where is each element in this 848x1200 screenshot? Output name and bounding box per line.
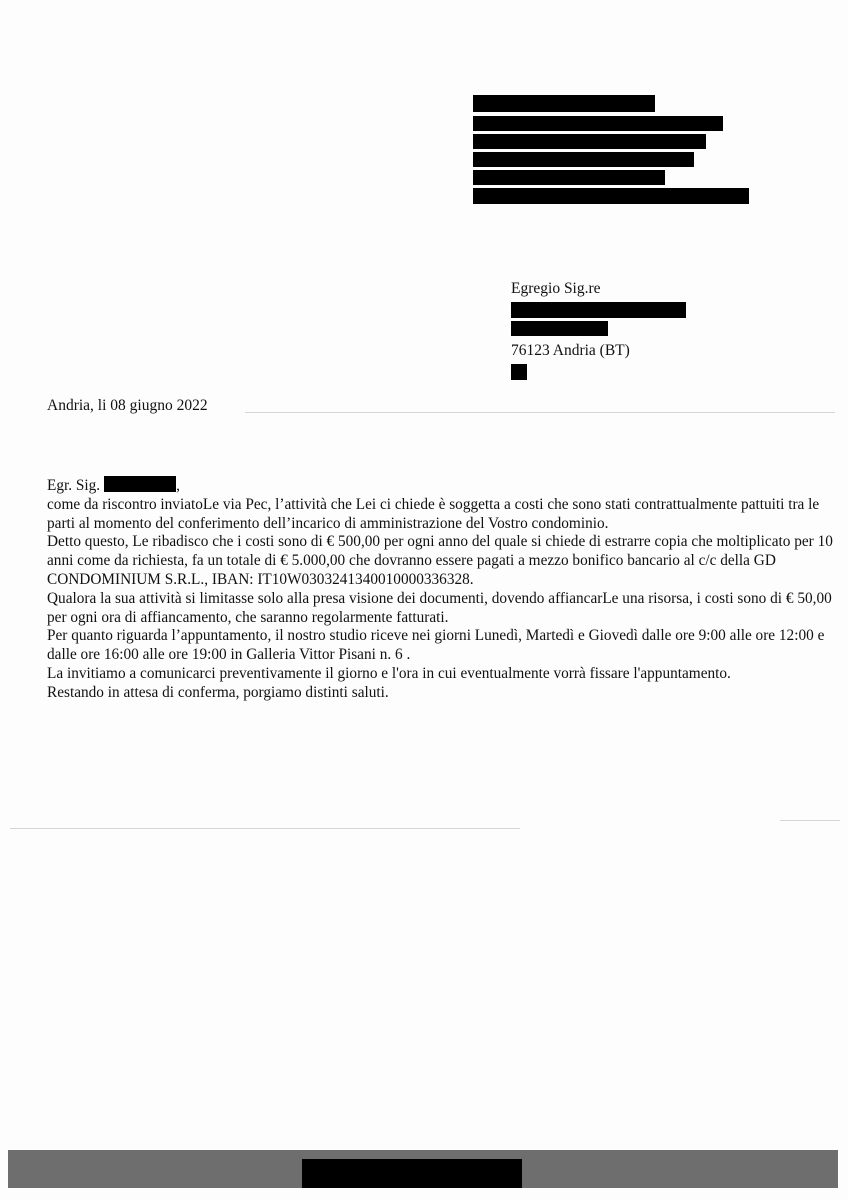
redacted-sender-line-5 — [473, 170, 665, 185]
redacted-footer — [302, 1159, 522, 1188]
paragraph-5: La invitiamo a comunicarci preventivamente il giorno e l'ora in cui eventualmente vorrà fissare l'appuntamento. — [47, 664, 731, 682]
greeting-suffix: , — [176, 477, 180, 494]
redacted-sender-line-2 — [473, 116, 723, 131]
recipient-salutation: Egregio Sig.re — [511, 280, 601, 297]
recipient-block — [511, 279, 601, 298]
recipient-city-line: 76123 Andria (BT) — [511, 342, 630, 359]
paragraph-3: Qualora la sua attività si limitasse solo alla presa visione dei documenti, dovendo affiancarLe una risorsa, i costi sono di € 50,00 per ogni ora di affiancamento, che saranno regolarmente fatturati. — [47, 589, 832, 626]
paragraph-4: Per quanto riguarda l’appuntamento, il nostro studio riceve nei giorni Lunedì, Martedì e Giovedì dalle ore 9:00 alle ore 12:00 e dalle ore 16:00 alle ore 19:00 in Galleria Vittor Pisani n. 6 . — [47, 627, 825, 664]
redacted-greeting-name — [104, 476, 176, 492]
scan-line — [10, 828, 520, 829]
greeting-line — [47, 476, 837, 496]
redacted-sender-line-1 — [473, 95, 655, 112]
greeting: Egr. Sig. — [47, 477, 101, 494]
recipient-city-block — [511, 341, 630, 360]
redacted-sender-line-6 — [473, 188, 749, 204]
place-date: Andria, li 08 giugno 2022 — [47, 397, 208, 414]
redacted-recipient-name — [511, 302, 686, 318]
redacted-recipient-extra — [511, 364, 527, 380]
redacted-recipient-address — [511, 321, 608, 336]
paragraph-2: Detto questo, Le ribadisco che i costi sono di € 500,00 per ogni anno del quale si chiede di estrarre copia che moltiplicato per 10 anni come da richiesta, fa un totale di € 5.000,00 che dovranno essere pagati a mezzo bonifico bancario al c/c della GD CONDOMINIUM S.R.L., IBAN: IT10W0303241340010000336328. — [47, 533, 833, 588]
redacted-sender-line-4 — [473, 152, 694, 167]
redacted-sender-line-3 — [473, 134, 706, 149]
scan-line — [245, 412, 835, 413]
scan-line — [780, 820, 840, 821]
paragraph-1: come da riscontro inviatoLe via Pec, l’attività che Lei ci chiede è soggetta a costi che sono stati contrattualmente pattuiti tra le parti al momento del conferimento dell’incarico di amministrazione del Vostro condominio. — [47, 495, 820, 532]
paragraph-6: Restando in attesa di conferma, porgiamo distinti saluti. — [47, 683, 389, 701]
letter-body — [47, 476, 837, 703]
